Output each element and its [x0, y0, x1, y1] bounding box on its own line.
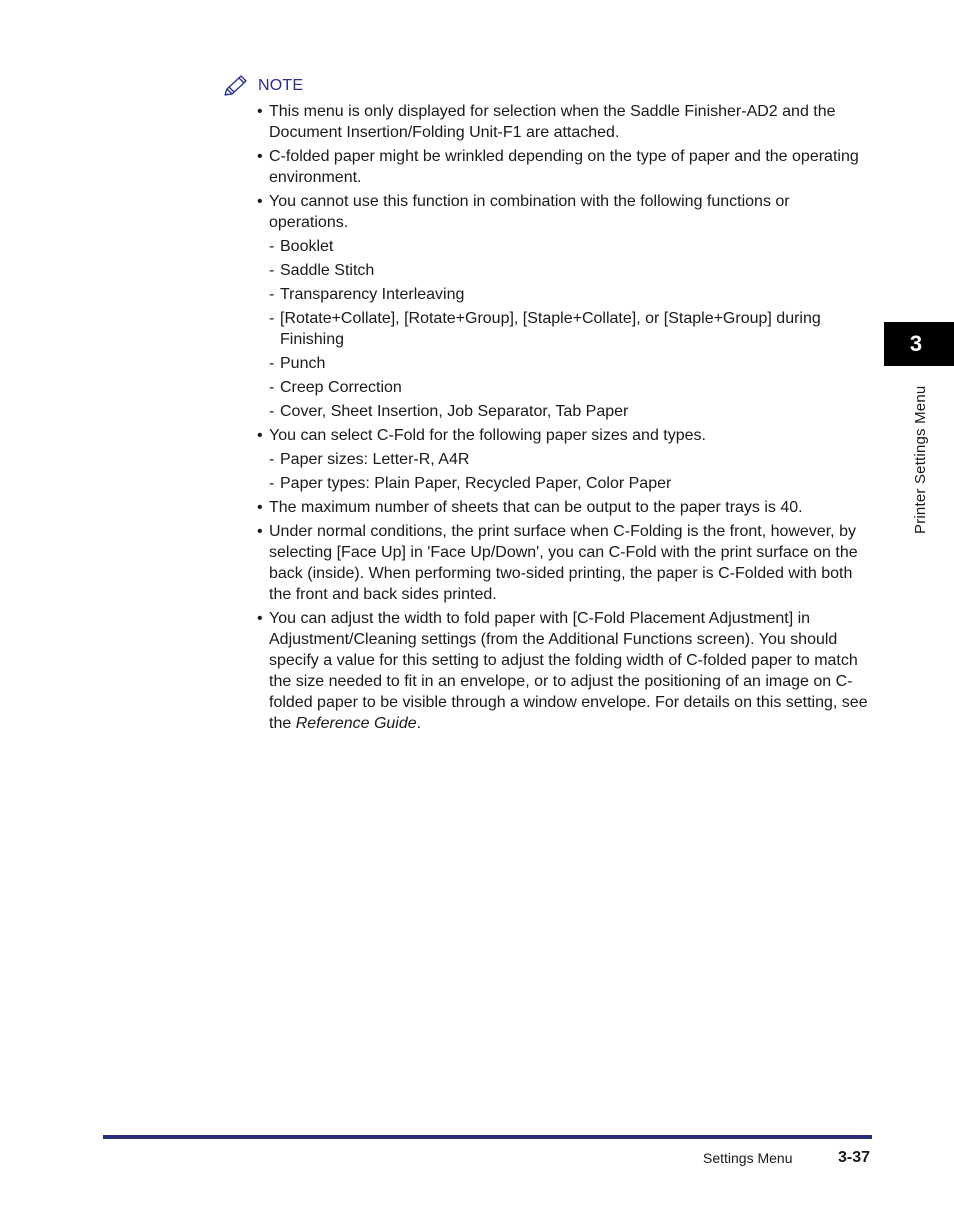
note-bullet: • This menu is only displayed for selection when the Saddle Finisher-AD2 and the Document Insertion/Folding Unit-F1 are attached.: [257, 101, 872, 143]
note-subitem: - Transparency Interleaving: [257, 284, 872, 305]
note-subitem: - Paper sizes: Letter-R, A4R: [257, 449, 872, 470]
note-bullet: • C-folded paper might be wrinkled depending on the type of paper and the operating environment.: [257, 146, 872, 188]
note-header: [222, 74, 303, 98]
footer-section-title: Settings Menu: [703, 1150, 793, 1166]
note-bullet: • You cannot use this function in combination with the following functions or operations.: [257, 191, 872, 233]
chapter-title: Printer Settings Menu: [912, 385, 929, 534]
note-bullet: • Under normal conditions, the print surface when C-Folding is the front, however, by selecting [Face Up] in 'Face Up/Down', you can C-Fold with the print surface on the back (inside). When performing two-sided printing, the paper is C-Folded with both the front and back sides printed.: [257, 521, 872, 605]
bullet-text-end: .: [416, 715, 422, 732]
pencil-note-icon: [222, 74, 250, 98]
note-bullet: • You can select C-Fold for the following paper sizes and types.: [257, 425, 872, 446]
note-label: NOTE: [258, 77, 304, 94]
note-subitem: - Cover, Sheet Insertion, Job Separator, Tab Paper: [257, 401, 872, 422]
note-subitem: - Booklet: [257, 236, 872, 257]
reference-guide-title: Reference Guide: [295, 715, 417, 732]
note-subitem: - Paper types: Plain Paper, Recycled Paper, Color Paper: [257, 473, 872, 494]
page-number: 3-37: [838, 1149, 871, 1166]
note-subitem: - [Rotate+Collate], [Rotate+Group], [Staple+Collate], or [Staple+Group] during Finishing: [257, 308, 872, 350]
footer-rule: [103, 1135, 872, 1139]
bullet-text: You can adjust the width to fold paper with [C-Fold Placement Adjustment] in Adjustment/Cleaning settings (from the Additional Functions screen). You should specify a value for this setting to adjust the folding width of C-folded paper to match the size needed to fit in an envelope, or to adjust the positioning of an image on C-folded paper to be visible through a window envelope. For details on this setting, see the: [269, 610, 868, 732]
note-subitem: - Saddle Stitch: [257, 260, 872, 281]
chapter-tab: [884, 322, 954, 366]
note-subitem: - Creep Correction: [257, 377, 872, 398]
note-content: [257, 98, 872, 734]
note-bullet: • The maximum number of sheets that can be output to the paper trays is 40.: [257, 497, 872, 518]
note-subitem: - Punch: [257, 353, 872, 374]
note-bullet: [257, 608, 872, 734]
chapter-number: 3: [909, 331, 923, 356]
